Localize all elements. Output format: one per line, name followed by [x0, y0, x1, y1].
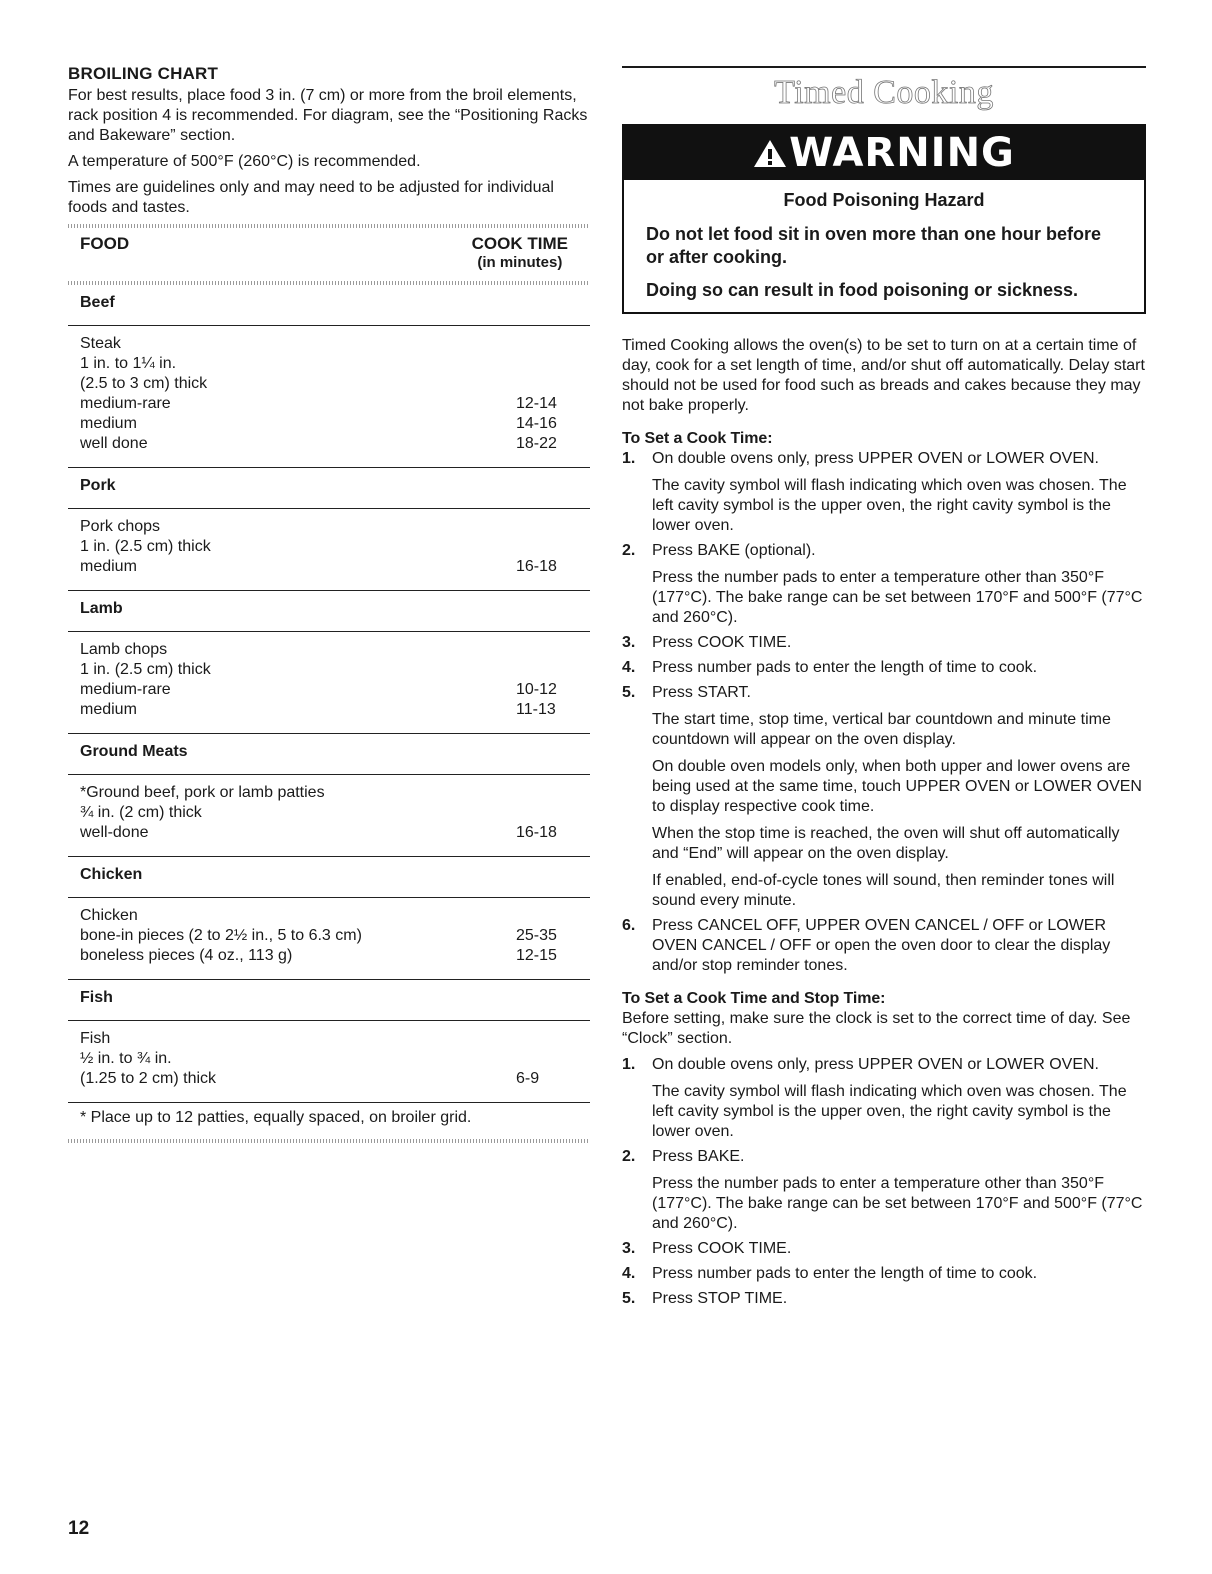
- step-text: Press CANCEL OFF, UPPER OVEN CANCEL / OFF or LOWER OVEN CANCEL / OFF or open the oven door to clear the display and/or stop reminder tones.: [652, 917, 1111, 974]
- section-title: Timed Cooking: [774, 74, 994, 111]
- step-number: 2.: [622, 542, 636, 559]
- category-items: [68, 1021, 590, 1103]
- step-number: 1.: [622, 1056, 636, 1073]
- step-text: On double ovens only, press UPPER OVEN or LOWER OVEN.: [652, 450, 1099, 467]
- cook-time-cell: 12-14: [516, 395, 557, 412]
- table-row: [80, 906, 578, 926]
- step-item: [622, 1289, 1146, 1309]
- cook-stop-subtitle: To Set a Cook Time and Stop Time:: [622, 990, 886, 1007]
- category-items: [68, 898, 590, 980]
- step-number: 6.: [622, 917, 636, 934]
- food-cell: medium-rare: [80, 681, 171, 698]
- step-text: The cavity symbol will flash indicating which oven was chosen. The left cavity symbol is the upper oven, the right cavity symbol is the lower oven.: [652, 477, 1127, 534]
- food-cell: (1.25 to 2 cm) thick: [80, 1070, 217, 1087]
- table-row: [80, 537, 578, 557]
- step-body: [652, 658, 1146, 678]
- intro-paragraph: For best results, place food 3 in. (7 cm) or more from the broil elements, rack position 4 is recommended. For diagram, see the “Positioning Racks and Bakeware” section.: [68, 87, 588, 144]
- category-heading: Pork: [68, 468, 590, 509]
- step-body: [652, 633, 1146, 653]
- cook-time-cell: 14-16: [516, 415, 557, 432]
- step-text: Press START.: [652, 684, 751, 701]
- table-row: [80, 946, 578, 966]
- timed-cooking-intro: Timed Cooking allows the oven(s) to be set to turn on at a certain time of day, cook for a set length of time, and/or shut off automatically. Delay start should not be used for food such as breads and cakes because they may not bake properly.: [622, 337, 1145, 414]
- step-body: [652, 1264, 1146, 1284]
- cook-time-cell: [516, 783, 572, 803]
- category-items: [68, 632, 590, 734]
- food-cell: medium: [80, 701, 137, 718]
- food-cell: 1 in. (2.5 cm) thick: [80, 538, 211, 555]
- step-text: The start time, stop time, vertical bar countdown and minute time countdown will appear on the oven display.: [652, 711, 1111, 748]
- step-text: Press the number pads to enter a temperature other than 350°F (177°C). The bake range can be set between 170°F and 500°F (77°C and 260°C).: [652, 569, 1143, 626]
- step-text: On double ovens only, press UPPER OVEN or LOWER OVEN.: [652, 1056, 1099, 1073]
- broiling-chart-title: BROILING CHART: [68, 64, 219, 83]
- table-row: [80, 640, 578, 660]
- table-row: [80, 1049, 578, 1069]
- cook-time-column-header: [472, 234, 568, 271]
- table-row: [80, 783, 578, 803]
- step-number: 4.: [622, 659, 636, 676]
- step-text: On double oven models only, when both upper and lower ovens are being used at the same time, touch UPPER OVEN or LOWER OVEN to display respective cook time.: [652, 758, 1142, 815]
- category-heading: Ground Meats: [68, 734, 590, 775]
- step-body: [652, 916, 1146, 976]
- step-item: [622, 541, 1146, 628]
- food-cell: Lamb chops: [80, 641, 168, 658]
- cook-stop-steps: [622, 1055, 1146, 1309]
- food-cell: medium: [80, 558, 137, 575]
- food-column-header: FOOD: [80, 234, 130, 253]
- warning-triangle-icon: [753, 138, 787, 168]
- step-number: 3.: [622, 634, 636, 651]
- cook-time-cell: [516, 1029, 572, 1049]
- category-heading: Chicken: [68, 857, 590, 898]
- step-number: 5.: [622, 684, 636, 701]
- step-item: [622, 1147, 1146, 1234]
- cook-time-cell: [516, 354, 572, 374]
- step-text: Press number pads to enter the length of time to cook.: [652, 659, 1038, 676]
- step-number: 5.: [622, 1290, 636, 1307]
- food-cell: Fish: [80, 1030, 111, 1047]
- page-number: 12: [68, 1518, 90, 1539]
- cook-time-cell: [516, 660, 572, 680]
- table-row: [80, 1069, 578, 1089]
- step-text: Press BAKE.: [652, 1148, 745, 1165]
- timed-cooking-column: [622, 66, 1146, 1314]
- cook-time-cell: [516, 803, 572, 823]
- table-header: [68, 228, 590, 279]
- category-items: [68, 509, 590, 591]
- cook-time-cell: 18-22: [516, 435, 557, 452]
- warning-box: [622, 124, 1146, 314]
- cook-time-cell: 6-9: [516, 1070, 540, 1087]
- broiling-chart-column: [68, 64, 590, 1143]
- table-row: [80, 660, 578, 680]
- food-cell: 1 in. (2.5 cm) thick: [80, 661, 211, 678]
- table-row: [80, 394, 578, 414]
- table-row: [80, 700, 578, 720]
- hazard-title: Food Poisoning Hazard: [783, 190, 985, 210]
- table-row: [80, 354, 578, 374]
- food-cell: Steak: [80, 335, 121, 352]
- step-text: Press BAKE (optional).: [652, 542, 816, 559]
- intro-paragraph: Times are guidelines only and may need to be adjusted for individual foods and tastes.: [68, 179, 554, 216]
- food-cell: well done: [80, 435, 148, 452]
- intro-paragraph: A temperature of 500°F (260°C) is recommended.: [68, 153, 421, 170]
- step-item: [622, 916, 1146, 976]
- table-row: [80, 803, 578, 823]
- food-cell: well-done: [80, 824, 149, 841]
- step-text: When the stop time is reached, the oven will shut off automatically and “End” will appear on the oven display.: [652, 825, 1120, 862]
- food-cell: boneless pieces (4 oz., 113 g): [80, 947, 293, 964]
- cook-time-cell: [516, 640, 572, 660]
- warning-text: Do not let food sit in oven more than one hour before or after cooking.: [646, 224, 1102, 267]
- cook-time-unit: (in minutes): [477, 254, 563, 271]
- step-item: [622, 683, 1146, 911]
- step-text: Press number pads to enter the length of time to cook.: [652, 1265, 1038, 1282]
- cook-time-cell: 10-12: [516, 681, 557, 698]
- warning-banner: [624, 126, 1144, 180]
- food-cell: Pork chops: [80, 518, 161, 535]
- dotted-divider: [68, 1139, 590, 1143]
- food-cell: medium: [80, 415, 137, 432]
- category-items: [68, 775, 590, 857]
- table-row: [80, 517, 578, 537]
- warning-text: Doing so can result in food poisoning or sickness.: [646, 280, 1079, 300]
- cook-time-cell: [516, 517, 572, 537]
- step-item: [622, 658, 1146, 678]
- step-text: The cavity symbol will flash indicating which oven was chosen. The left cavity symbol is the upper oven, the right cavity symbol is the lower oven.: [652, 1083, 1127, 1140]
- food-cell: *Ground beef, pork or lamb patties: [80, 784, 325, 801]
- cook-time-cell: 11-13: [516, 701, 556, 718]
- cook-time-cell: [516, 334, 572, 354]
- step-item: [622, 633, 1146, 653]
- table-row: [80, 1029, 578, 1049]
- cook-time-cell: 25-35: [516, 927, 557, 944]
- category-heading: Lamb: [68, 591, 590, 632]
- warning-label: WARNING: [789, 130, 1015, 176]
- food-cell: medium-rare: [80, 395, 171, 412]
- table-row: [80, 334, 578, 354]
- table-row: [80, 414, 578, 434]
- food-cell: bone-in pieces (2 to 2½ in., 5 to 6.3 cm): [80, 927, 362, 944]
- category-heading: Fish: [68, 980, 590, 1021]
- step-text: Press COOK TIME.: [652, 1240, 792, 1257]
- cook-time-label: COOK TIME: [471, 234, 568, 253]
- cook-stop-intro: Before setting, make sure the clock is set to the correct time of day. See “Clock” section.: [622, 1010, 1131, 1047]
- step-number: 1.: [622, 450, 636, 467]
- step-body: [652, 683, 1146, 911]
- table-row: [80, 557, 578, 577]
- table-row: [80, 926, 578, 946]
- broiling-table-body: [68, 285, 590, 1103]
- table-row: [80, 823, 578, 843]
- cook-time-cell: [516, 1049, 572, 1069]
- food-cell: ½ in. to ¾ in.: [80, 1050, 172, 1067]
- cook-time-cell: 16-18: [516, 558, 557, 575]
- step-text: Press STOP TIME.: [652, 1290, 788, 1307]
- food-cell: ¾ in. (2 cm) thick: [80, 804, 202, 821]
- table-row: [80, 680, 578, 700]
- step-body: [652, 449, 1146, 536]
- cook-time-cell: [516, 906, 572, 926]
- cook-time-steps: [622, 449, 1146, 976]
- step-body: [652, 1147, 1146, 1234]
- category-items: [68, 326, 590, 468]
- step-item: [622, 1239, 1146, 1259]
- step-text: Press the number pads to enter a temperature other than 350°F (177°C). The bake range can be set between 170°F and 500°F (77°C and 260°C).: [652, 1175, 1143, 1232]
- food-cell: Chicken: [80, 907, 138, 924]
- cook-time-subtitle: To Set a Cook Time:: [622, 430, 773, 447]
- cook-time-cell: 16-18: [516, 824, 557, 841]
- food-cell: (2.5 to 3 cm) thick: [80, 375, 208, 392]
- step-body: [652, 1289, 1146, 1309]
- step-text: If enabled, end-of-cycle tones will sound, then reminder tones will sound every minute.: [652, 872, 1115, 909]
- step-body: [652, 541, 1146, 628]
- step-item: [622, 449, 1146, 536]
- step-number: 4.: [622, 1265, 636, 1282]
- step-text: Press COOK TIME.: [652, 634, 792, 651]
- table-footnote: * Place up to 12 patties, equally spaced, on broiler grid.: [80, 1109, 472, 1126]
- step-body: [652, 1239, 1146, 1259]
- cook-time-cell: 12-15: [516, 947, 557, 964]
- step-item: [622, 1055, 1146, 1142]
- top-rule: [622, 66, 1146, 68]
- table-row: [80, 434, 578, 454]
- step-body: [652, 1055, 1146, 1142]
- food-cell: 1 in. to 1¼ in.: [80, 355, 177, 372]
- step-number: 3.: [622, 1240, 636, 1257]
- table-row: [80, 374, 578, 394]
- step-number: 2.: [622, 1148, 636, 1165]
- cook-time-cell: [516, 374, 572, 394]
- step-item: [622, 1264, 1146, 1284]
- cook-time-cell: [516, 537, 572, 557]
- category-heading: Beef: [68, 285, 590, 326]
